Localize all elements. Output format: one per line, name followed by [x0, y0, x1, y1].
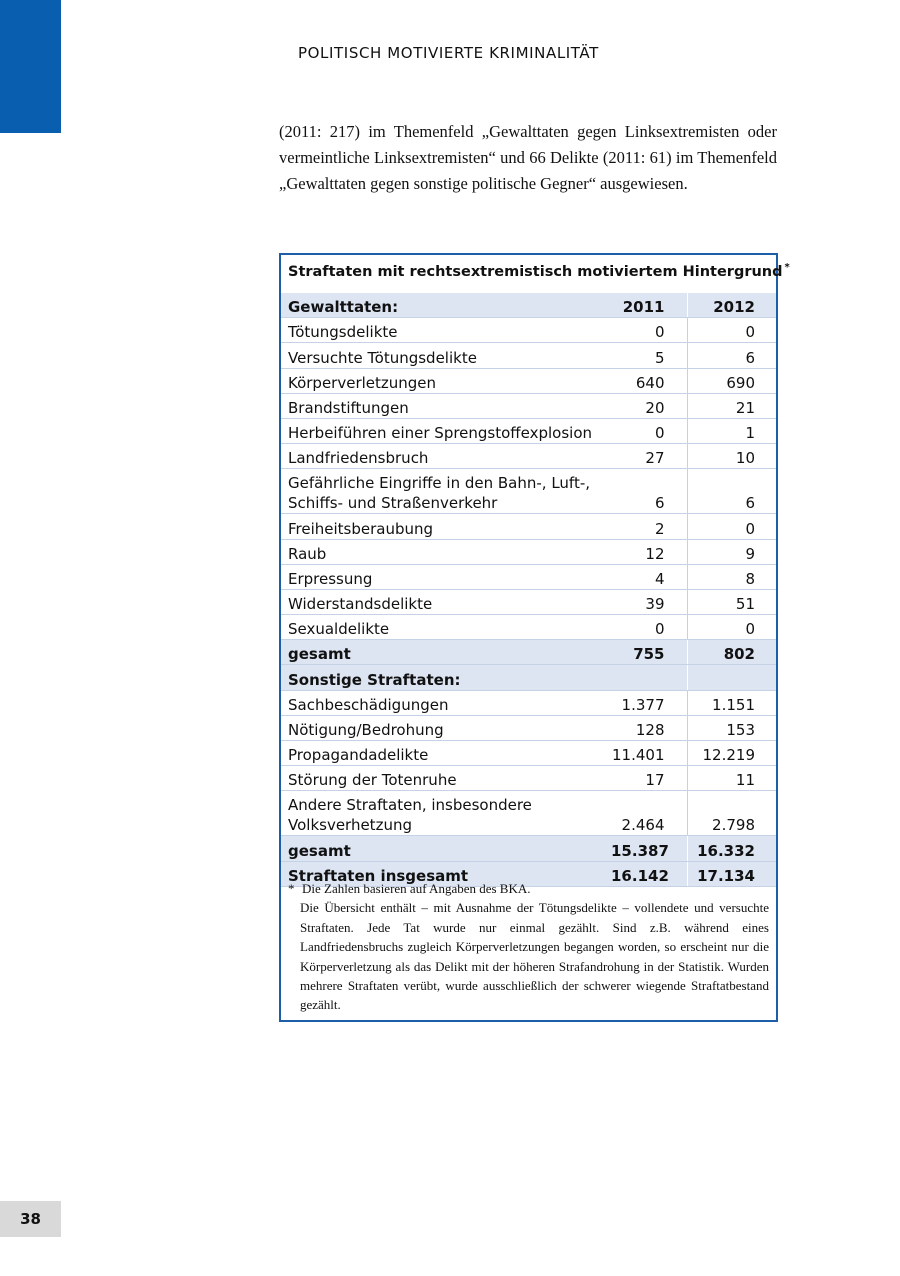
- value-2012: 8: [687, 564, 776, 589]
- row-label: gesamt: [281, 836, 604, 861]
- value-2012: 6: [687, 469, 776, 514]
- statistics-box: [279, 253, 790, 1022]
- value-2011: 0: [604, 418, 687, 443]
- row-label: Gewalttaten:: [281, 293, 604, 318]
- table-total-row: [281, 640, 776, 665]
- statistics-table-body: [281, 293, 776, 886]
- value-2011: 12: [604, 539, 687, 564]
- value-2012: 6: [687, 343, 776, 368]
- table-row: [281, 589, 776, 614]
- row-label: gesamt: [281, 640, 604, 665]
- value-2012: 802: [687, 640, 776, 665]
- footnote-first-line: [288, 879, 769, 898]
- table-title: [288, 262, 790, 280]
- value-2012: 0: [687, 318, 776, 343]
- value-2011: 4: [604, 564, 687, 589]
- value-2012: 0: [687, 514, 776, 539]
- row-label-line-1: Andere Straftaten, insbesondere: [288, 796, 532, 815]
- value-2011: 6: [604, 469, 687, 514]
- row-label: Versuchte Tötungsdelikte: [281, 343, 604, 368]
- table-row: [281, 368, 776, 393]
- value-2011: 2: [604, 514, 687, 539]
- table-row: [281, 393, 776, 418]
- value-2012: 17.134: [687, 861, 776, 886]
- footnote-source: Die Zahlen basieren auf Angaben des BKA.: [302, 881, 531, 896]
- value-2011: 39: [604, 589, 687, 614]
- row-label: Nötigung/Bedrohung: [281, 715, 604, 740]
- table-total-row: [281, 836, 776, 861]
- value-2011: 5: [604, 343, 687, 368]
- running-header: POLITISCH MOTIVIERTE KRIMINALITÄT: [298, 44, 599, 62]
- value-2012: 9: [687, 539, 776, 564]
- table-row: [281, 615, 776, 640]
- footnote-body: Die Übersicht enthält – mit Ausnahme der Tötungsdelikte – vollendete und versuchte Straftaten. Jede Tat wurde nur einmal gezählt. Sind z.B. während eines Landfriedensbruchs zugleich Körperverletzungen begangen worden, so erscheint nur die Körperverletzung als das Delikt mit der höheren Strafandrohung in der Statistik. Wurden mehrere Straftaten verübt, wurde ausschließlich der schwerer wiegende Straftatbestand gezählt.: [300, 900, 769, 1013]
- value-2011: [604, 665, 687, 690]
- table-section-header: [281, 665, 776, 690]
- row-label: Landfriedensbruch: [281, 444, 604, 469]
- value-2011: 755: [604, 640, 687, 665]
- row-label: [281, 469, 604, 514]
- table-row: [281, 318, 776, 343]
- row-label: Körperverletzungen: [281, 368, 604, 393]
- value-2012: 0: [687, 615, 776, 640]
- row-label: Störung der Totenruhe: [281, 766, 604, 791]
- table-row: [281, 690, 776, 715]
- value-2012: 21: [687, 393, 776, 418]
- value-2011: 0: [604, 318, 687, 343]
- value-2012: 10: [687, 444, 776, 469]
- row-label-line-1: Gefährliche Eingriffe in den Bahn-, Luft-,: [288, 474, 591, 493]
- table-row: [281, 343, 776, 368]
- value-2011: 11.401: [604, 741, 687, 766]
- value-2011: 20: [604, 393, 687, 418]
- table-row: [281, 715, 776, 740]
- value-2011: 15.387: [604, 836, 687, 861]
- value-2012: 2.798: [687, 791, 776, 836]
- value-2011: 640: [604, 368, 687, 393]
- value-2011: 27: [604, 444, 687, 469]
- statistics-table: [281, 293, 776, 887]
- value-2011: 0: [604, 615, 687, 640]
- value-2012: 153: [687, 715, 776, 740]
- table-row: [281, 766, 776, 791]
- table-row: [281, 514, 776, 539]
- page-number: 38: [0, 1201, 61, 1237]
- value-2012: 11: [687, 766, 776, 791]
- row-label: Sonstige Straftaten:: [281, 665, 604, 690]
- row-label: Brandstiftungen: [281, 393, 604, 418]
- table-section-header: [281, 293, 776, 318]
- value-2012: [687, 665, 776, 690]
- value-2011: 1.377: [604, 690, 687, 715]
- table-row: [281, 791, 776, 836]
- value-2012: 1: [687, 418, 776, 443]
- table-title-footnote-mark: *: [784, 262, 790, 273]
- value-2011: 16.142: [604, 861, 687, 886]
- row-label-line-2: Schiffs- und Straßenverkehr: [288, 494, 498, 513]
- table-row: [281, 418, 776, 443]
- table-row: [281, 741, 776, 766]
- value-2012: 16.332: [687, 836, 776, 861]
- value-2012: 690: [687, 368, 776, 393]
- row-label: [281, 791, 604, 836]
- row-label: Propagandadelikte: [281, 741, 604, 766]
- corner-accent-bar: [0, 0, 61, 133]
- value-2011: 2.464: [604, 791, 687, 836]
- row-label: Herbeiführen einer Sprengstoffexplosion: [281, 418, 604, 443]
- value-2012: 51: [687, 589, 776, 614]
- footnote-mark: *: [288, 881, 295, 896]
- value-2011: 17: [604, 766, 687, 791]
- table-row: [281, 444, 776, 469]
- row-label: Raub: [281, 539, 604, 564]
- row-label: Widerstandsdelikte: [281, 589, 604, 614]
- row-label: Straftaten insgesamt: [281, 861, 604, 886]
- table-row: [281, 539, 776, 564]
- row-label: Tötungsdelikte: [281, 318, 604, 343]
- row-label: Sexualdelikte: [281, 615, 604, 640]
- value-2011: 128: [604, 715, 687, 740]
- value-2011: 2011: [604, 293, 687, 318]
- value-2012: 12.219: [687, 741, 776, 766]
- footnote: [288, 879, 769, 1015]
- value-2012: 1.151: [687, 690, 776, 715]
- table-title-text: Straftaten mit rechtsextremistisch motiviertem Hintergrund: [288, 263, 783, 280]
- row-label: Sachbeschädigungen: [281, 690, 604, 715]
- table-row: [281, 469, 776, 514]
- row-label: Erpressung: [281, 564, 604, 589]
- value-2012: 2012: [687, 293, 776, 318]
- row-label: Freiheitsberaubung: [281, 514, 604, 539]
- table-row: [281, 564, 776, 589]
- intro-paragraph: (2011: 217) im Themenfeld „Gewalttaten gegen Linksextremisten oder vermeintliche Linksextremisten“ und 66 Delikte (2011: 61) im Themenfeld „Gewalttaten gegen sonstige politische Gegner“ ausgewiesen.: [279, 122, 777, 193]
- row-label-line-2: Volksverhetzung: [288, 816, 412, 835]
